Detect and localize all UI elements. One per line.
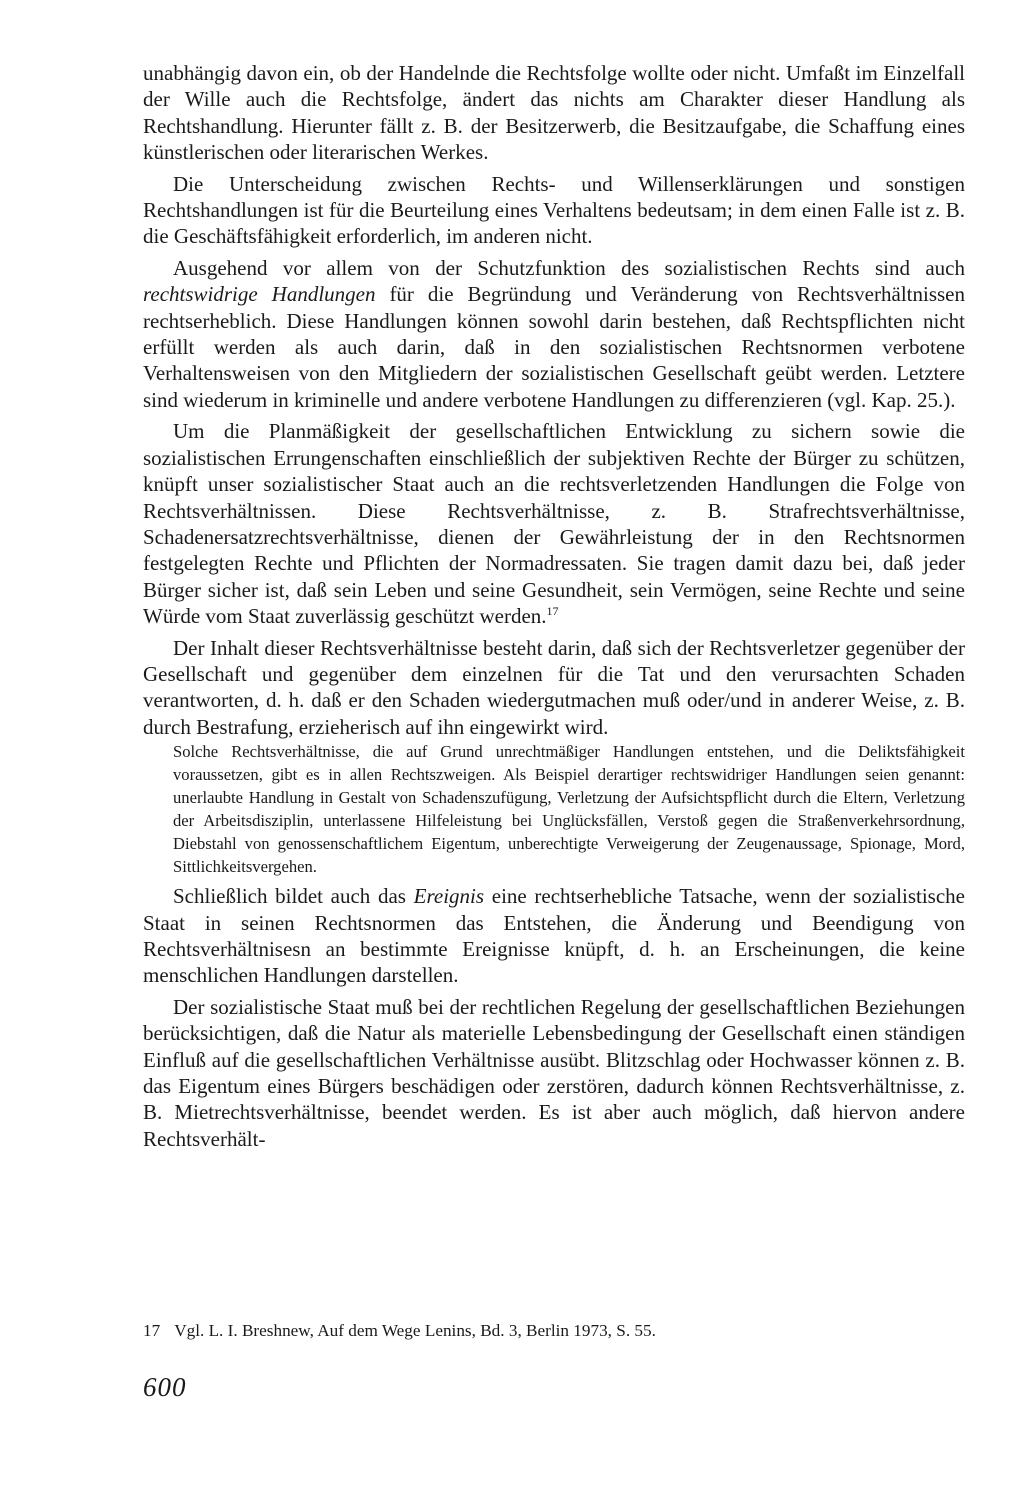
paragraph (143, 418, 965, 629)
small-print-paragraph (143, 740, 965, 878)
paragraph (143, 255, 965, 413)
paragraph (143, 883, 965, 989)
body-text (143, 60, 965, 1152)
paragraph (143, 635, 965, 741)
footnote-number: 17 (143, 1321, 161, 1340)
emphasized-term: rechtswidrige Handlungen (143, 282, 376, 307)
paragraph (143, 60, 965, 166)
footnote-text: Vgl. L. I. Breshnew, Auf dem Wege Lenins, Bd. 3, Berlin 1973, S. 55. (174, 1321, 656, 1340)
text-segment: Schließlich bildet auch das (173, 884, 414, 909)
page-number: 600 (143, 1372, 187, 1402)
text-segment: Der Inhalt dieser Rechtsverhältnisse besteht darin, daß sich der Rechtsverletzer gegenüber der Gesellschaft und gegenüber dem einzelnen für die Tat und den verursachten Schaden verantworten, d. h. daß er den Schaden wiedergutmachen muß oder/und in anderer Weise, z. B. durch Bestrafung, erzieherisch auf ihn eingewirkt wird. (143, 635, 965, 739)
footnote (143, 1320, 965, 1342)
text-segment: Der sozialistische Staat muß bei der rechtlichen Regelung der gesellschaftlichen Beziehungen berücksichtigen, daß die Natur als materielle Lebensbedingung der Gesellschaft einen ständigen Einfluß auf die gesellschaftlichen Verhältnisse ausübt. Blitzschlag oder Hochwasser können z. B. das Eigentum eines Bürgers beschädigen oder zerstören, dadurch können Rechtsverhältnisse, z. B. Mietrechtsverhältnisse, beendet werden. Es ist aber auch möglich, daß hiervon andere Rechtsverhält- (143, 994, 965, 1151)
text-segment: Um die Planmäßigkeit der gesellschaftlichen Entwicklung zu sichern sowie die sozialistischen Errungenschaften einschließlich der subjektiven Rechte der Bürger zu schützen, knüpft unser sozialistischer Staat auch an die rechtsverletzenden Handlungen die Folge von Rechtsverhältnissen. Diese Rechtsverhältnisse, z. B. Strafrechtsverhältnisse, Schadenersatzrechtsverhältnisse, dienen der Gewährleistung der in den Rechtsnormen festgelegten Rechte und Pflichten der Normadressaten. Sie tragen damit dazu bei, daß jeder Bürger sicher ist, daß sein Leben und seine Gesundheit, sein Vermögen, seine Rechte und seine Würde vom Staat zuverlässig geschützt werden. (143, 419, 965, 629)
emphasized-term: Ereignis (413, 884, 485, 909)
text-segment: Ausgehend vor allem von der Schutzfunktion des sozialistischen Rechts sind auch (173, 255, 965, 280)
paragraph (143, 171, 965, 250)
footnote-reference: 17 (546, 604, 559, 619)
text-segment: eine rechtserhebliche Tatsache, wenn der sozialistische Staat in seinen Rechtsnormen das Entstehen, die Änderung und Beendigung von Rechtsverhältnisesn an bestimmte Ereignisse knüpft, d. h. an Erscheinungen, die keine menschlichen Handlungen darstellen. (143, 884, 965, 988)
text-segment: Solche Rechtsverhältnisse, die auf Grund unrechtmäßiger Handlungen entstehen, und die Deliktsfähigkeit voraussetzen, gibt es in allen Rechtszweigen. Als Beispiel derartiger rechtswidriger Handlungen seien genannt: unerlaubte Handlung in Gestalt von Schadenszufügung, Verletzung der Aufsichtspflicht durch die Eltern, Verletzung der Arbeitsdisziplin, unterlassene Hilfeleistung bei Unglücksfällen, Verstoß gegen die Straßenverkehrsordnung, Diebstahl von genossenschaftlichem Eigentum, unberechtigte Verweigerung der Zeugenaussage, Spionage, Mord, Sittlichkeitsvergehen. (173, 742, 965, 877)
text-segment: für die Begründung und Veränderung von Rechtsverhältnissen rechtserheblich. Diese Handlungen können sowohl darin bestehen, daß Rechtspflichten nicht erfüllt werden als auch darin, daß in den sozialistischen Rechtsnormen verbotene Verhaltensweisen von den Mitgliedern der sozialistischen Gesellschaft geübt werden. Letztere sind wiederum in kriminelle und andere verbotene Handlungen zu differenzieren (vgl. Kap. 25.). (143, 282, 965, 412)
paragraph (143, 994, 965, 1152)
text-segment: Die Unterscheidung zwischen Rechts- und Willenserklärungen und sonstigen Rechtshandlungen ist für die Beurteilung eines Verhaltens bedeutsam; in dem einen Falle ist z. B. die Geschäftsfähigkeit erforderlich, im anderen nicht. (143, 171, 965, 249)
text-segment: unabhängig davon ein, ob der Handelnde die Rechtsfolge wollte oder nicht. Umfaßt im Einzelfall der Wille auch die Rechtsfolge, ändert das nichts am Charakter dieser Handlung als Rechtshandlung. Hierunter fällt z. B. der Besitzerwerb, die Besitzaufgabe, die Schaffung eines künstlerischen oder literarischen Werkes. (143, 61, 965, 165)
